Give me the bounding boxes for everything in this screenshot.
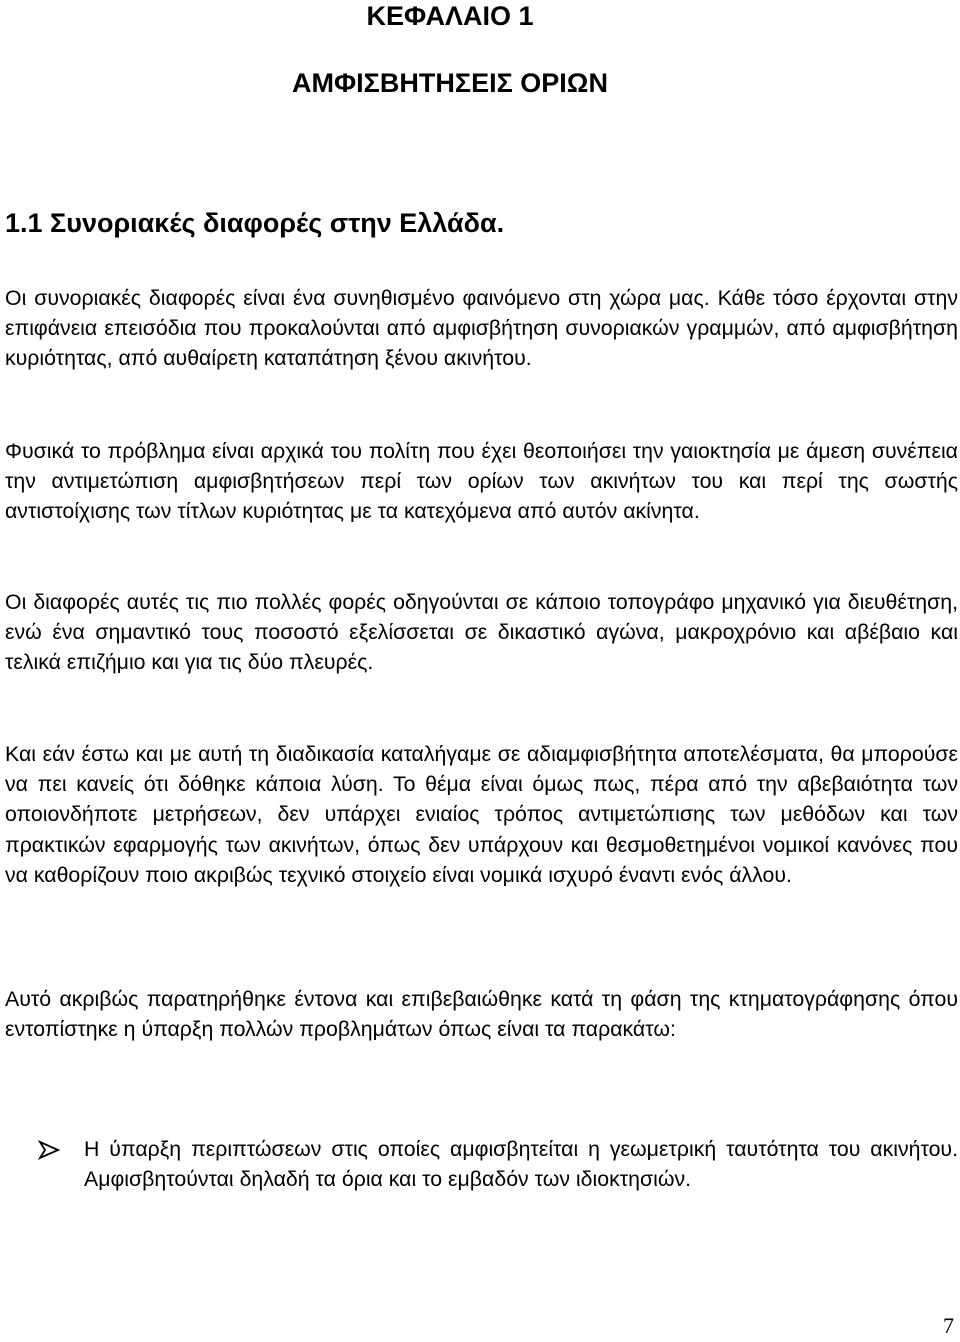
chapter-number: ΚΕΦΑΛΑΙΟ 1 [366, 1, 534, 31]
paragraph-4: Και εάν έστω και με αυτή τη διαδικασία καταλήγαμε σε αδιαμφισβήτητα αποτελέσματα, θα μπορούσε να πει κανείς ότι δόθηκε κάποια λύση. Το θέμα είναι όμως πως, πέρα από την αβεβαιότητα των οποιονδήποτε μετρήσεων, δεν υπάρχει ενιαίος τρόπος αντιμετώπισης των μεθόδων και των πρακτικών εφαρμογής των ακινήτων, όπως δεν υπάρχουν και θεσμοθετημένοι νομικοί κανόνες που να καθορίζουν ποιο ακριβώς τεχνικό στοιχείο είναι νομικά ισχυρό έναντι ενός άλλου. [5, 742, 958, 887]
paragraph-2: Φυσικά το πρόβλημα είναι αρχικά του πολίτη που έχει θεοποιήσει την γαιοκτησία με άμεση συνέπεια την αντιμετώπιση αμφισβητήσεων περί των ορίων των ακινήτων του και περί της σωστής αντιστοίχισης των τίτλων κυριότητας με τα κατεχόμενα από αυτόν ακίνητα. [5, 439, 958, 524]
section-heading: 1.1 Συνοριακές διαφορές στην Ελλάδα. [5, 208, 505, 238]
chapter-title: ΑΜΦΙΣΒΗΤΗΣΕΙΣ ΟΡΙΩΝ [292, 68, 608, 98]
paragraph-1: Οι συνοριακές διαφορές είναι ένα συνηθισμένο φαινόμενο στη χώρα μας. Κάθε τόσο έρχονται στην επιφάνεια επεισόδια που προκαλούνται από αμφισβήτηση συνοριακών γραμμών, από αμφισβήτηση κυριότητας, από αυθαίρετη καταπάτηση ξένου ακινήτου. [5, 286, 958, 371]
page-number: 7 [943, 1313, 954, 1338]
arrowhead-bullet-icon [38, 1140, 60, 1160]
paragraph-5: Αυτό ακριβώς παρατηρήθηκε έντονα και επιβεβαιώθηκε κατά τη φάση της κτηματογράφησης όπου εντοπίστηκε η ύπαρξη πολλών προβλημάτων όπως είναι τα παρακάτω: [5, 987, 958, 1042]
paragraph-3: Οι διαφορές αυτές τις πιο πολλές φορές οδηγούνται σε κάποιο τοπογράφο μηχανικό για διευθέτηση, ενώ ένα σημαντικό τους ποσοστό εξελίσσεται σε δικαστικό αγώνα, μακροχρόνιο και αβέβαιο και τελικά επιζήμιο και για τις δύο πλευρές. [5, 590, 958, 675]
bullet-text: Η ύπαρξη περιπτώσεων στις οποίες αμφισβητείται η γεωμετρική ταυτότητα του ακινήτου. Αμφισβητούνται δηλαδή τα όρια και το εμβαδόν των ιδιοκτησιών. [84, 1137, 958, 1192]
